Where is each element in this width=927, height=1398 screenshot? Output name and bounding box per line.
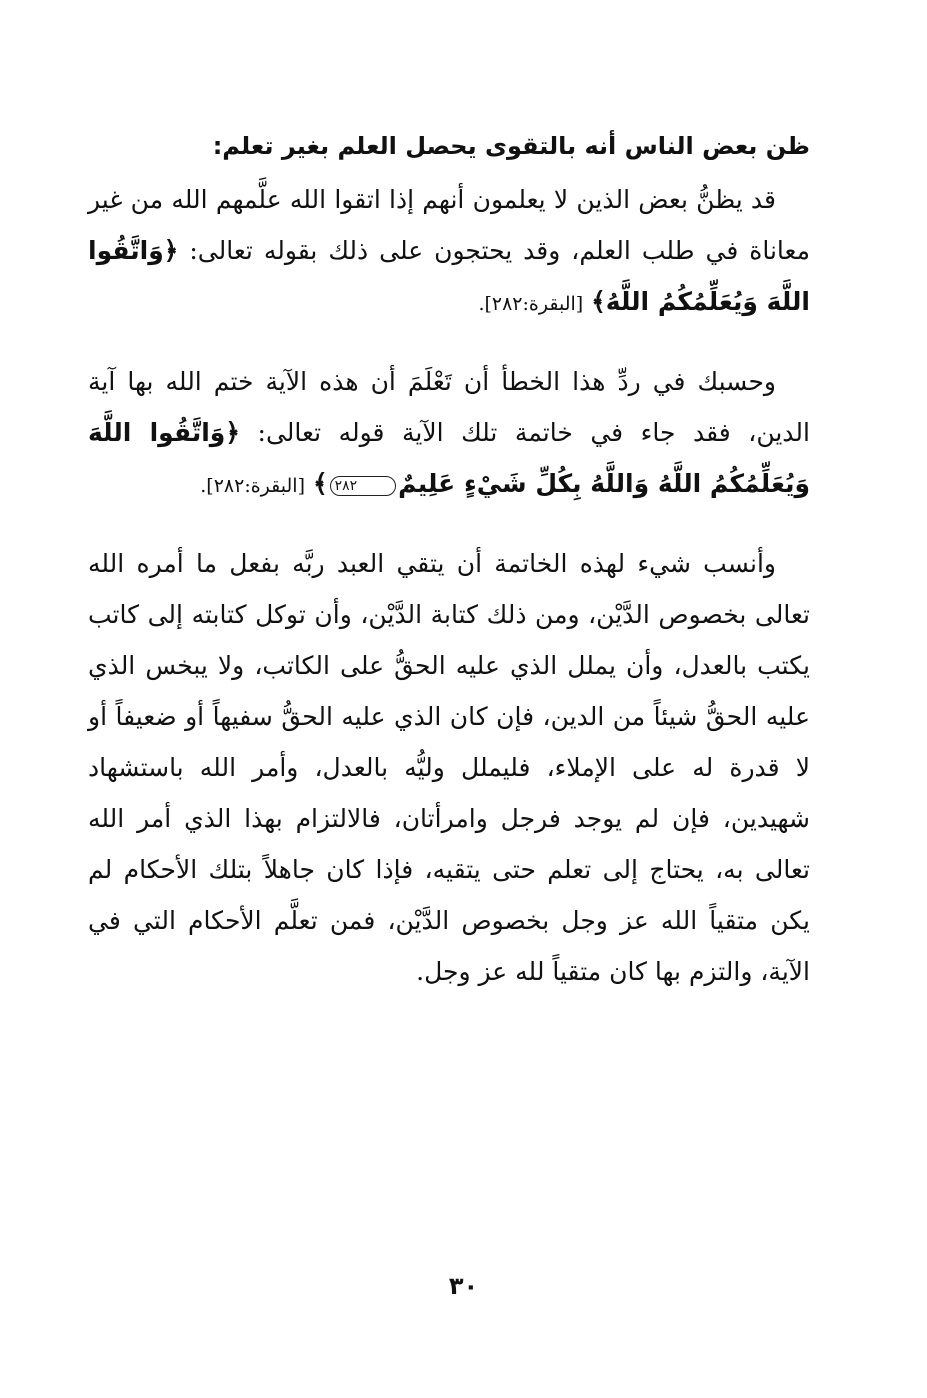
page-content [88, 118, 810, 1023]
paragraph-3 [88, 538, 810, 997]
verse-reference-1: [البقرة:٢٨٢]. [478, 293, 584, 315]
ayah-number-marker: ٢٨٢ [330, 476, 397, 496]
paragraph-2-text: وحسبك في ردِّ هذا الخطأ أن تَعْلَمَ أن هذه الآية ختم الله بها آية الدين، فقد جاء في خاتمة تلك الآية قوله تعالى: [88, 367, 810, 447]
page-number: ٣٠ [448, 1272, 479, 1300]
verse-reference-2: [البقرة:٢٨٢]. [200, 475, 305, 497]
quran-verse-1: ﴿وَاتَّقُوا اللَّهَ وَيُعَلِّمُكُمُ اللَّهُ﴾ [88, 236, 810, 316]
quran-verse-2: ﴿وَاتَّقُوا اللَّهَ وَيُعَلِّمُكُمُ اللَّهُ وَاللَّهُ بِكُلِّ شَيْءٍ عَلِيمٌ [88, 418, 810, 498]
quran-verse-2-close: ﴾ [312, 469, 328, 498]
paragraph-1 [88, 174, 810, 330]
paragraph-1-text: قد يظنُّ بعض الذين لا يعلمون أنهم إذا اتقوا الله علَّمهم الله من غير معاناة في طلب العلم، وقد يحتجون على ذلك بقوله تعالى: [88, 185, 810, 265]
section-heading: ظن بعض الناس أنه بالتقوى يحصل العلم بغير تعلم: [212, 132, 810, 160]
paragraph-2 [88, 356, 810, 512]
paragraph-3-text: وأنسب شيء لهذه الخاتمة أن يتقي العبد ربَّه بفعل ما أمره الله تعالى بخصوص الدَّيْن، ومن ذلك كتابة الدَّيْن، وأن توكل كتابته إلى كاتب يكتب بالعدل، وأن يملل الذي عليه الحقُّ على الكاتب، ولا يبخس الذي عليه الحقُّ شيئاً من الدين، فإن كان الذي عليه الحقُّ سفيهاً أو ضعيفاً أو لا قدرة له على الإملاء، فليملل وليُّه بالعدل، وأمر الله باستشهاد شهيدين، فإن لم يوجد فرجل وامرأتان، فالالتزام بهذا الذي أمر الله تعالى به، يحتاج إلى تعلم حتى يتقيه، فإذا كان جاهلاً بتلك الأحكام لم يكن متقياً الله عز وجل بخصوص الدَّيْن، فمن تعلَّم الأحكام التي في الآية، والتزم بها كان متقياً لله عز وجل. [88, 549, 810, 986]
